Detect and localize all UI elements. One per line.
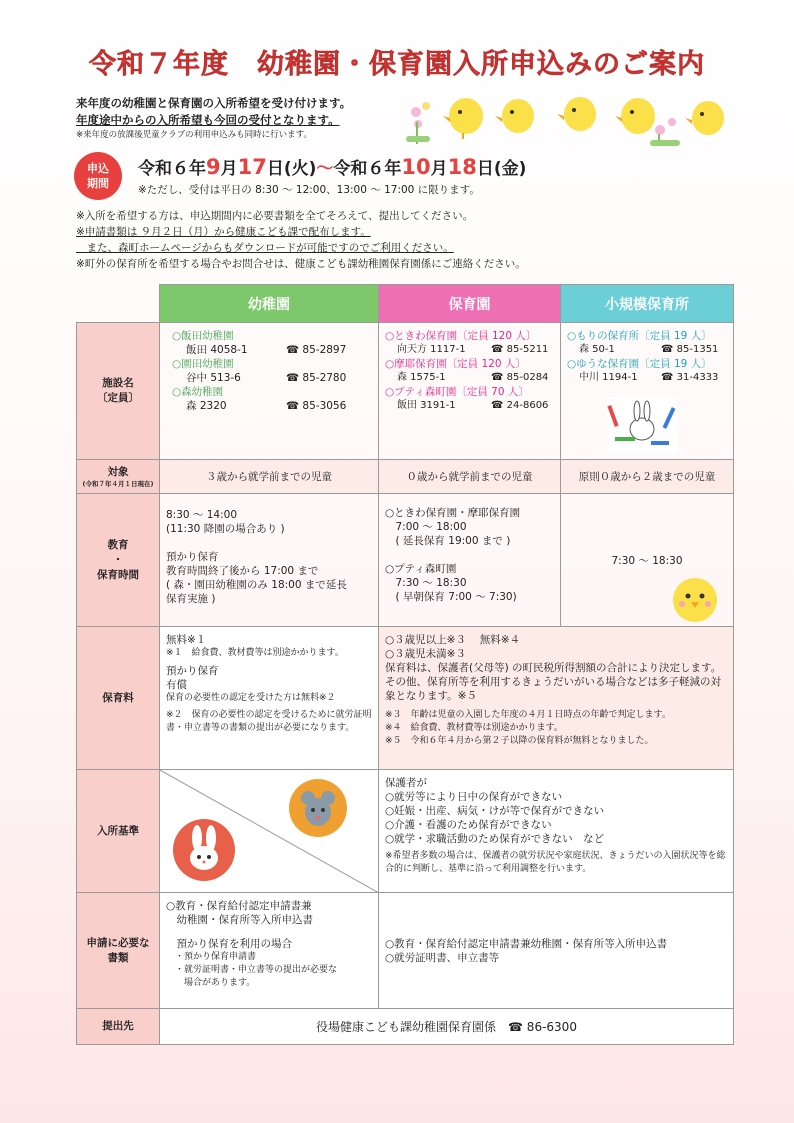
kinder-criteria-empty	[160, 770, 379, 893]
hoiku-target: ０歳から就学前までの児童	[379, 460, 561, 494]
facility-contact: 谷中 513-6 ☎ 85-2780	[186, 372, 347, 384]
facility-name: ○ときわ保育園〔定員 120 人〕	[385, 330, 537, 342]
kinder-docs: ○教育・保育給付認定申請書兼 幼稚園・保育所等入所申込書 預かり保育を利用の場合 ・預かり保育申請書 ・就労証明書・申立書等の提出が必要な 場合があります。	[160, 893, 379, 1009]
mouse-icon	[288, 778, 348, 838]
header-hoiku: 保育園	[379, 285, 561, 323]
criteria-row	[77, 770, 734, 893]
facility-name: ○ゆうな保育園〔定員 19 人〕	[567, 358, 712, 370]
facility-contact: 森 50-1 ☎ 85-1351	[579, 344, 719, 355]
header-row	[77, 285, 734, 323]
facility-contact: 森 2320 ☎ 85-3056	[186, 400, 347, 412]
kinder-time: 8:30 ～ 14:00 (11:30 降園の場合あり ) 預かり保育 教育時間終了後から 17:00 まで ( 森・園田幼稚園のみ 18:00 まで延長 保育実施 )	[160, 494, 379, 627]
small-target: 原則０歳から２歳までの児童	[561, 460, 734, 494]
hoiku-facilities	[379, 323, 561, 460]
row-header-facility: 施設名 〔定員〕	[77, 323, 160, 460]
time-row	[77, 494, 734, 627]
facility-contact: 向天方 1117-1 ☎ 85-5211	[397, 344, 549, 355]
period-badge: 申込 期間	[74, 152, 122, 200]
facility-contact: 森 1575-1 ☎ 85-0284	[397, 372, 549, 383]
row-header-criteria: 入所基準	[77, 770, 160, 893]
submit-row	[77, 1009, 734, 1045]
target-row	[77, 460, 734, 494]
submit-place: 役場健康こども課幼稚園保育園係 ☎ 86-6300	[160, 1009, 734, 1045]
hoiku-fee: ○３歳児以上※３ 無料※４ ○３歳児未満※３ 保育料は、保護者(父母等) の町民税所得割額の合計により決定します。その他、保育所等を利用するきょうだいがいる場合などは多子軽減の対象となります。※５ ※３ 年齢は児童の入園した年度の４月１日時点の年齢で判定します。 ※４ 給食費、教材費等は別途かかります。 ※５ 令和６年４月から第２子以降の保育料が無料となりました。	[379, 627, 734, 770]
application-period: 令和６年9月17日(火)～令和６年10月18日(金)	[138, 155, 527, 179]
chick-icon	[685, 101, 724, 135]
header-small: 小規模保育所	[561, 285, 734, 323]
lead-line2: 年度途中からの入所希望も今回の受付となります。	[76, 113, 340, 127]
kinder-facilities	[160, 323, 379, 460]
fee-row	[77, 627, 734, 770]
facility-contact: 飯田 4058-1 ☎ 85-2897	[186, 344, 347, 356]
note-item: ※町外の保育所を希望する場合やお問合せは、健康こども課幼稚園保育園係にご連絡ください。	[76, 258, 526, 270]
chick-illustration-icon	[398, 92, 728, 152]
kinder-target: ３歳から就学前までの児童	[160, 460, 379, 494]
row-header-fee: 保育料	[77, 627, 160, 770]
hoiku-criteria: 保護者が ○就労等により日中の保育ができない ○妊娠・出産、病気・けが等で保育ができない ○介護・看護のため保育ができない ○就学・求職活動のため保育ができない など ※希望者多数の場合は、保護者の就労状況や家庭状況、きょうだいの入園状況等を総合的に判断し、基準に沿って利用調整を行います。	[379, 770, 734, 893]
facility-name: ○プティ森町園〔定員 70 人〕	[385, 386, 529, 398]
row-header-time: 教育 ・ 保育時間	[77, 494, 160, 627]
docs-row	[77, 893, 734, 1009]
chick-icon	[443, 98, 483, 139]
hoiku-docs: ○教育・保育給付認定申請書兼幼稚園・保育所等入所申込書 ○就労証明書、申立書等	[379, 893, 734, 1009]
facility-name: ○森幼稚園	[172, 386, 224, 398]
small-facilities	[561, 323, 734, 460]
facility-name: ○園田幼稚園	[172, 358, 234, 370]
facility-row	[77, 323, 734, 460]
lead-note: ※来年度の放課後児童クラブの利用申込みも同時に行います。	[76, 130, 312, 140]
header-kinder: 幼稚園	[160, 285, 379, 323]
rabbit-icon	[172, 818, 236, 882]
rabbit-drawing-icon	[607, 397, 677, 453]
flower-icon	[406, 102, 430, 144]
lead-text	[76, 95, 351, 142]
note-item: ※申請書類は ９月２日（月）から健康こども課で配布します。	[76, 226, 371, 238]
row-header-target: 対象 (令和７年４月１日現在)	[77, 460, 160, 494]
facility-contact: 飯田 3191-1 ☎ 24-8606	[397, 400, 549, 411]
row-header-submit: 提出先	[77, 1009, 160, 1045]
note-item: ※入所を希望する方は、申込期間内に必要書類を全てそろえて、提出してください。	[76, 210, 474, 222]
chick-icon	[615, 98, 655, 134]
chick-icon	[495, 99, 534, 133]
facility-name: ○飯田幼稚園	[172, 330, 234, 342]
chick-icon	[557, 97, 596, 131]
chick-icon	[671, 576, 719, 624]
flower-icon	[650, 118, 680, 146]
facility-name: ○摩耶保育園〔定員 120 人〕	[385, 358, 526, 370]
notes	[76, 208, 526, 272]
note-item: また、森町ホームページからもダウンロードが可能ですのでご利用ください。	[76, 242, 454, 254]
facility-contact: 中川 1194-1 ☎ 31-4333	[579, 372, 719, 383]
hoiku-time: ○ときわ保育園・摩耶保育園 7:00 ～ 18:00 ( 延長保育 19:00 まで ) ○プティ森町園 7:30 ～ 18:30 ( 早朝保育 7:00 ～ 7:30)	[379, 494, 561, 627]
small-time: 7:30 ～ 18:30	[561, 494, 734, 627]
period-note: ※ただし、受付は平日の 8:30 ～ 12:00、13:00 ～ 17:00 に限ります。	[138, 184, 480, 196]
page-title: 令和７年度 幼稚園・保育園入所申込みのご案内	[89, 49, 705, 80]
row-header-docs: 申請に必要な 書類	[77, 893, 160, 1009]
facility-name: ○もりの保育所〔定員 19 人〕	[567, 330, 712, 342]
info-table	[76, 284, 734, 1045]
kinder-fee: 無料※１ ※１ 給食費、教材費等は別途かかります。 預かり保育 有償 保育の必要性の認定を受けた方は無料※２ ※２ 保育の必要性の認定を受けるために就労証明書・申立書等の書類の提出が必要になります。	[160, 627, 379, 770]
lead-line1: 来年度の幼稚園と保育園の入所希望を受け付けます。	[76, 96, 352, 110]
